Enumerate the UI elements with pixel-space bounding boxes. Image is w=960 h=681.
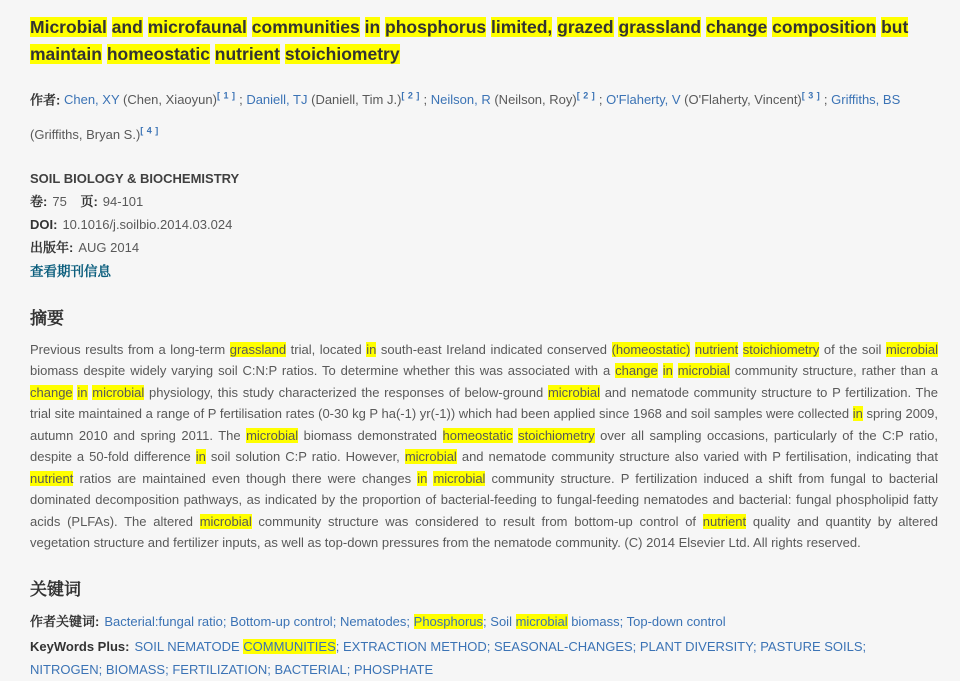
abstract-text [30, 339, 938, 554]
highlighted-term: in [662, 363, 673, 379]
author-link[interactable]: Daniell, TJ [246, 92, 308, 108]
highlighted-term: microbial [547, 384, 600, 400]
authors-row [30, 81, 936, 150]
author-affiliation-number: [ 1 ] [216, 91, 236, 101]
highlighted-term: Microbial [30, 17, 107, 37]
text-run: Soil [490, 613, 516, 629]
keywords-heading: 关键词 [30, 579, 81, 599]
highlighted-term: microbial [515, 613, 568, 629]
text-run: community structure was considered to result from bottom-up control of [251, 513, 703, 529]
author-full-name: (Chen, Xiaoyun) [119, 92, 217, 108]
pub-year-label: 出版年: [30, 239, 74, 255]
view-journal-info-link[interactable]: 查看期刊信息 [30, 263, 111, 279]
author-keyword-link[interactable] [490, 614, 619, 629]
text-run: biomass [567, 613, 620, 629]
keywords-plus-link[interactable] [172, 662, 267, 677]
keywords-plus-link[interactable] [354, 662, 433, 677]
author-keyword-link[interactable] [104, 614, 223, 629]
author-link[interactable]: Griffiths, BS [831, 92, 901, 108]
author-full-name: (Daniell, Tim J.) [307, 92, 402, 108]
text-run: trial, located [286, 341, 367, 357]
keywords-plus-label: KeyWords Plus: [30, 638, 130, 654]
text-run: biomass demonstrated [298, 427, 443, 443]
keywords-plus-link[interactable] [640, 639, 753, 654]
text-run: biomass despite widely varying soil C:N:P ratios. To determine whether this was associated with a [30, 363, 616, 379]
text-run: SOIL NEMATODE [134, 638, 244, 654]
highlighted-term: grazed [557, 17, 614, 37]
volume-pages-row [30, 190, 940, 213]
keywords-plus-link[interactable] [343, 639, 487, 654]
highlighted-term: microfaunal [147, 17, 247, 37]
highlighted-term: homeostatic [106, 44, 210, 64]
author-keywords-label: 作者关键词: [30, 613, 100, 629]
text-run: EXTRACTION METHOD [342, 638, 487, 654]
highlighted-term: composition [772, 17, 877, 37]
doi-label: DOI: [30, 216, 58, 232]
text-run [658, 363, 663, 378]
text-run: SEASONAL-CHANGES [493, 638, 633, 654]
text-run: PASTURE SOILS [760, 638, 863, 654]
highlighted-term: homeostatic [442, 427, 513, 443]
text-run: NITROGEN [30, 661, 99, 677]
text-run: Bacterial:fungal ratio [104, 613, 223, 629]
highlighted-term: nutrient [214, 44, 280, 64]
article-title [30, 14, 914, 68]
pages-value: 94-101 [102, 193, 144, 209]
authors-list: Chen, XY (Chen, Xiaoyun)[ 1 ] ; Daniell, TJ (Daniell, Tim J.)[ 2 ] ; Neilson, R (Neilson, Roy)[ 2 ] ; O'Flaherty, V (O'Flaherty, Vincent)[ 3 ] ; Griffiths, BS (Griffiths, Bryan S.)[ 4 ] [30, 91, 901, 142]
highlighted-term: COMMUNITIES [243, 638, 336, 654]
highlighted-term: Phosphorus [413, 613, 484, 629]
journal-info [30, 167, 940, 283]
highlighted-term: limited, [491, 17, 553, 37]
abstract-heading: 摘要 [30, 308, 64, 328]
text-run: community structure. P fertilization induced a shift from fungal to bacterial dominated decomposition pathways, as indicated by the proportion of bacterial-feeding to fungal-feeding nematodes and bacterial: fungal phospholipid fatty acids (PLFAs). The altered [30, 470, 938, 529]
author-keywords-row [30, 610, 938, 633]
highlighted-term: microbial [246, 427, 299, 443]
text-run: FERTILIZATION [172, 661, 268, 677]
highlighted-term: microbial [92, 384, 145, 400]
highlighted-term: microbial [433, 470, 486, 486]
highlighted-term: nutrient [702, 513, 747, 529]
pages-pair [80, 194, 143, 209]
text-run: ratios are maintained even though there were changes [73, 470, 418, 486]
highlighted-term: microbial [885, 341, 938, 357]
keywords-plus-link[interactable] [134, 639, 335, 654]
highlighted-term: change [30, 384, 73, 400]
author-full-name: (Neilson, Roy) [490, 92, 577, 108]
highlighted-term: grassland [618, 17, 702, 37]
author-keywords-list: Bacterial:fungal ratio; Bottom-up control; Nematodes; Phosphorus; Soil microbial biomass; Top-down control [104, 613, 726, 629]
highlighted-term: microbial [677, 363, 730, 379]
author-link[interactable]: O'Flaherty, V [606, 92, 681, 108]
highlighted-term: phosphorus [385, 17, 487, 37]
author-link[interactable]: Chen, XY [63, 92, 120, 108]
author-keyword-link[interactable] [414, 614, 483, 629]
doi-row [30, 213, 940, 236]
text-run: BACTERIAL [274, 661, 347, 677]
text-run: Nematodes [339, 613, 407, 629]
highlighted-term: nutrient [694, 341, 739, 357]
highlighted-term: stoichiometry [742, 341, 820, 357]
text-run: physiology, this study characterized the responses of below-ground [144, 384, 548, 400]
text-run: BIOMASS [105, 661, 166, 677]
highlighted-term: microbial [404, 449, 457, 465]
author-affiliation-number: [ 2 ] [401, 91, 420, 101]
text-run: Top-down control [626, 613, 726, 629]
text-run: of the soil [819, 341, 886, 357]
author-keyword-link[interactable] [340, 614, 406, 629]
highlighted-term: in [364, 17, 381, 37]
text-run: soil solution C:P ratio. However, [205, 449, 405, 465]
text-run: spring 2009, autumn 2010 and spring 2011. The [30, 406, 939, 443]
volume-value: 75 [52, 193, 67, 209]
pub-year-row [30, 236, 940, 259]
text-run: south-east Ireland indicated conserved [376, 341, 612, 357]
volume-label: 卷: [30, 193, 48, 209]
highlighted-term: (homeostatic) [611, 341, 691, 357]
text-run: over all sampling occasions, particularly of the C:P ratio, despite a 50-fold difference [30, 427, 938, 465]
highlighted-term: in [417, 470, 428, 486]
highlighted-term: maintain [30, 44, 102, 64]
highlighted-term: change [706, 17, 768, 37]
author-link[interactable]: Neilson, R [430, 92, 491, 108]
keywords-plus-link[interactable] [494, 639, 633, 654]
highlighted-term: in [366, 341, 377, 357]
keywords-plus-link[interactable] [30, 662, 99, 677]
highlighted-term: in [77, 384, 88, 400]
keywords-plus-list: SOIL NEMATODE COMMUNITIES; EXTRACTION METHOD; SEASONAL-CHANGES; PLANT DIVERSITY; PASTURE SOILS; NITROGEN; BIOMASS; FERTILIZATION; BACTERIAL; PHOSPHATE [30, 638, 867, 677]
author-affiliation-number: [ 2 ] [576, 91, 596, 101]
author-keyword-link[interactable] [627, 614, 726, 629]
pub-year-value: AUG 2014 [78, 239, 140, 255]
highlighted-term: stoichiometry [518, 427, 595, 443]
author-full-name: (Griffiths, Bryan S.) [30, 126, 141, 142]
highlighted-term: but [881, 17, 909, 37]
highlighted-term: in [195, 449, 206, 465]
keywords-plus-row [30, 635, 938, 681]
text-run: PLANT DIVERSITY [639, 638, 753, 654]
authors-label: 作者: [30, 92, 61, 108]
author-affiliation-number: [ 3 ] [801, 91, 821, 101]
highlighted-term: nutrient [30, 470, 74, 486]
text-run: Previous results from a long-term [30, 341, 230, 357]
highlighted-term: stoichiometry [284, 44, 400, 64]
volume-pair [30, 194, 70, 209]
author-affiliation-number: [ 4 ] [140, 125, 159, 136]
author-full-name: (O'Flaherty, Vincent) [680, 92, 802, 108]
text-run: Bottom-up control [230, 613, 333, 629]
text-run: quality and quantity by altered vegetation structure and fertilizer inputs, as well as top-down pressures from the nematode community. (C) 2014 Elsevier Ltd. All rights reserved. [30, 513, 939, 551]
keywords-plus-link[interactable] [760, 639, 862, 654]
highlighted-term: communities [251, 17, 360, 37]
highlighted-term: microbial [199, 513, 252, 529]
highlighted-term: grassland [229, 341, 287, 357]
text-run: community structure, rather than a [729, 363, 938, 379]
keywords-plus-link[interactable] [106, 662, 165, 677]
highlighted-term: and [111, 17, 143, 37]
text-run: and nematode community structure to P fertilization. The trial site maintained a range of P fertilisation rates (0-30 kg P ha(-1) yr(-1)) which had been applied since 1968 and soil samples were collected [30, 384, 938, 422]
highlighted-term: in [852, 406, 863, 422]
text-run: PHOSPHATE [353, 661, 434, 677]
keywords-plus-link[interactable] [274, 662, 346, 677]
pages-label: 页: [80, 193, 98, 209]
doi-value: 10.1016/j.soilbio.2014.03.024 [62, 216, 233, 232]
highlighted-term: change [615, 363, 658, 379]
text-run: and nematode community structure also varied with P fertilisation, indicating that [456, 449, 939, 465]
journal-name: SOIL BIOLOGY & BIOCHEMISTRY [30, 170, 240, 186]
author-keyword-link[interactable] [230, 614, 333, 629]
